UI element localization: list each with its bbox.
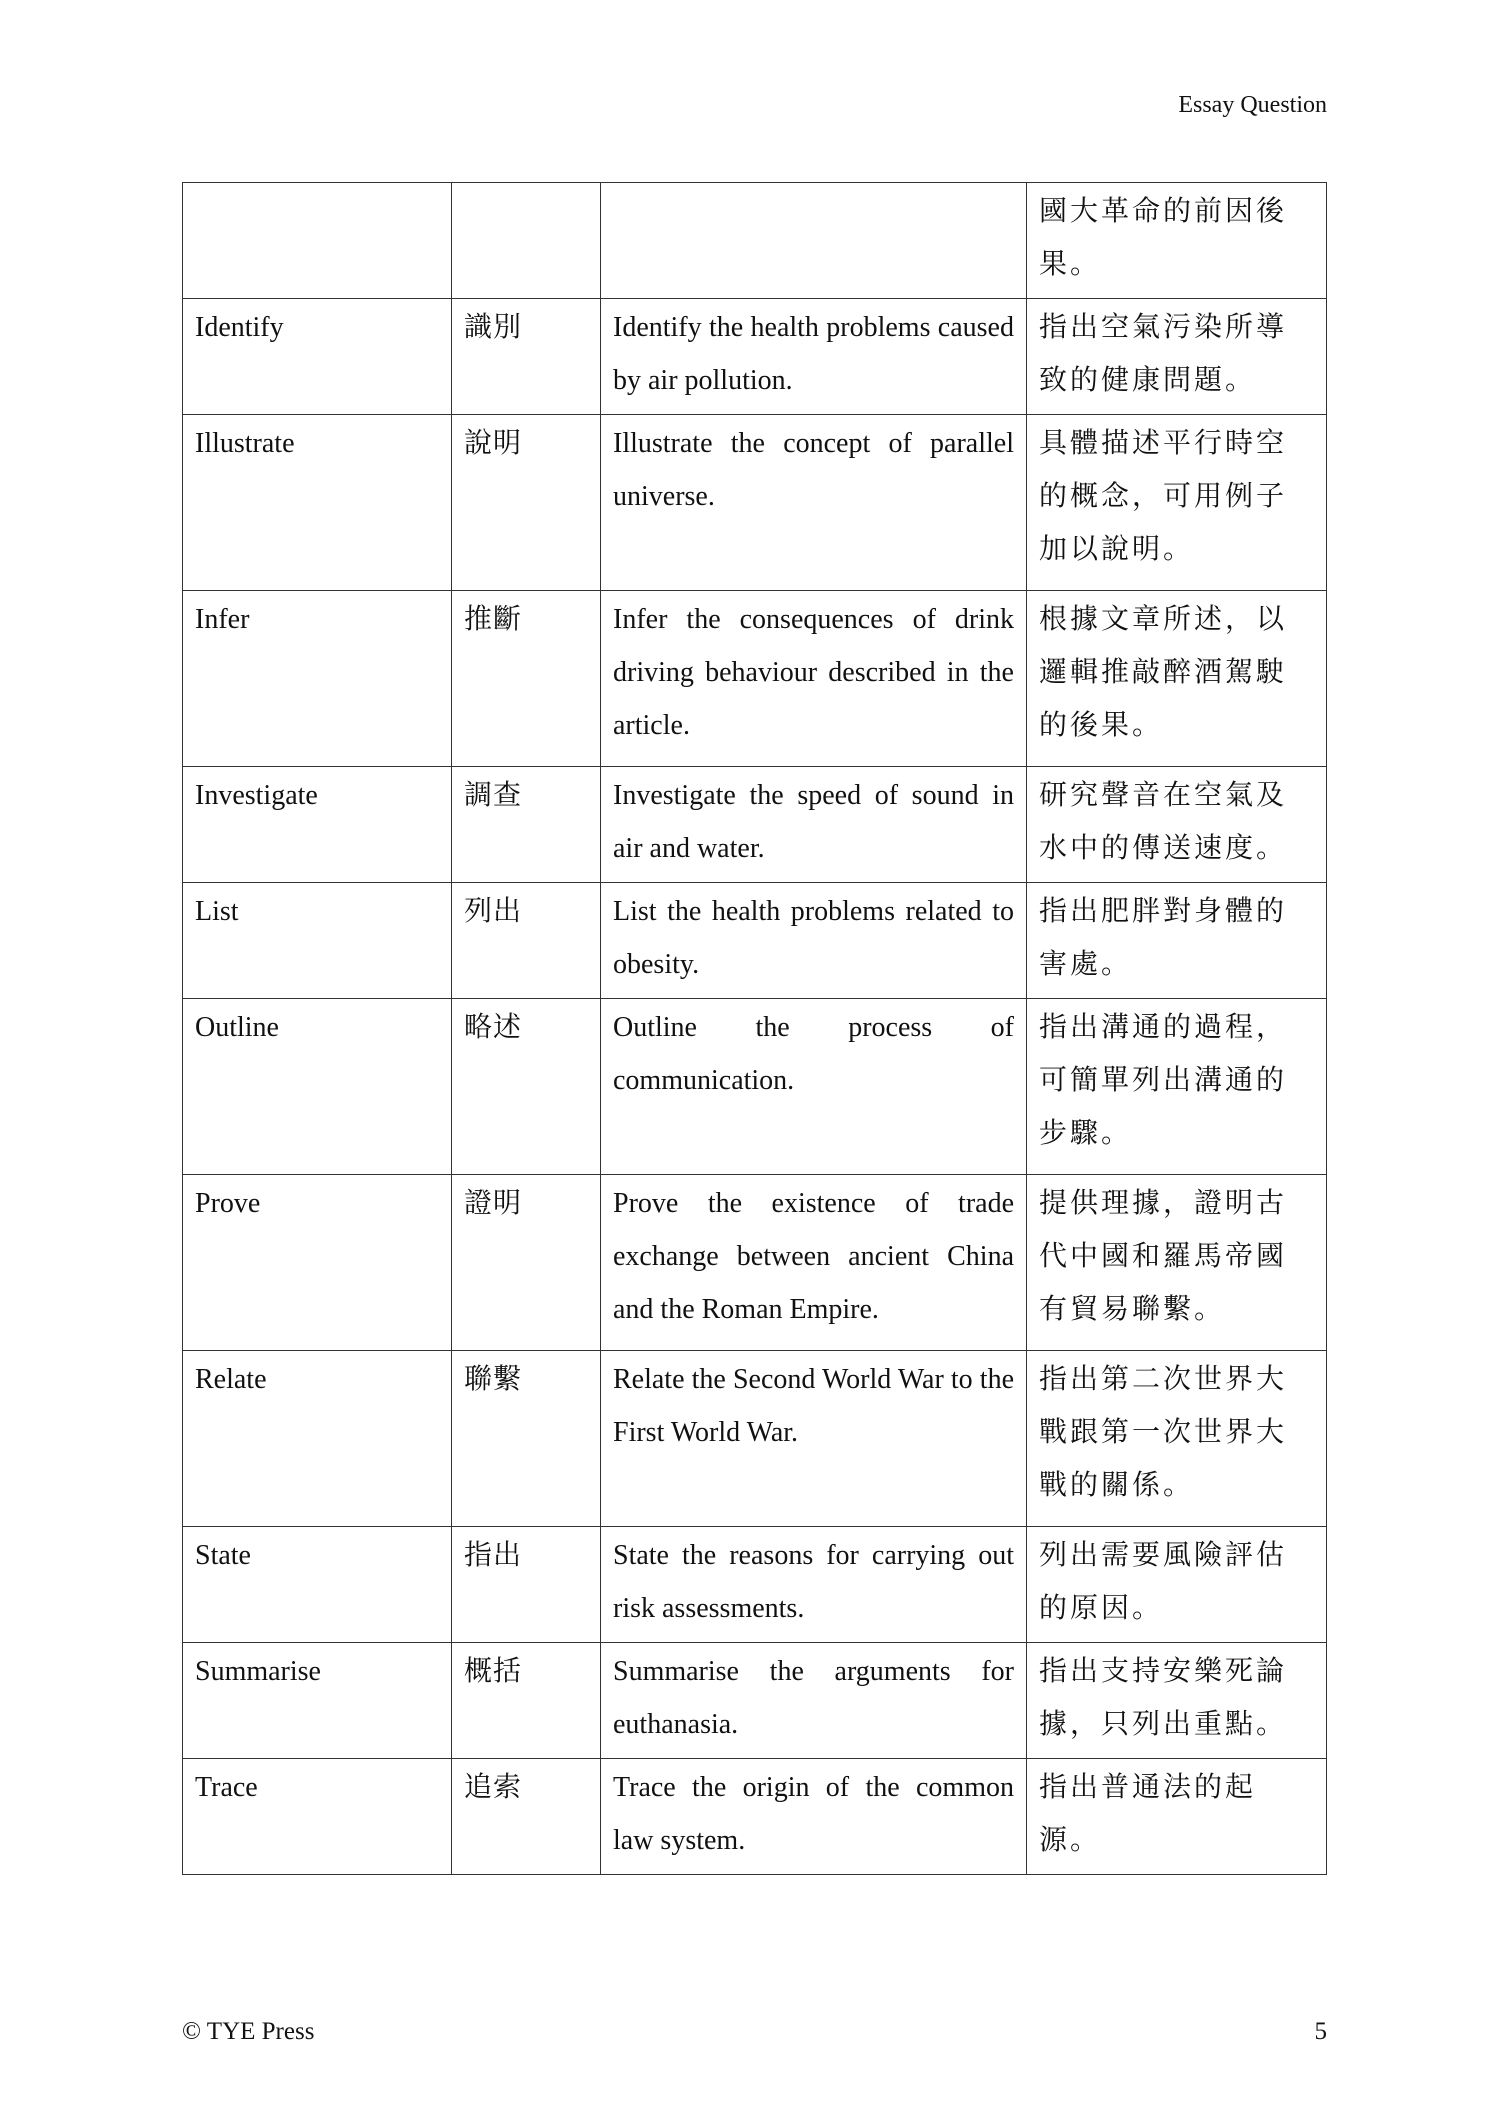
chinese-explanation-cell: 根據文章所述，以邏輯推敲醉酒駕駛的後果。 [1027,591,1327,767]
table-row [183,1175,1327,1351]
chinese-explanation-cell: 指出溝通的過程，可簡單列出溝通的步驟。 [1027,999,1327,1175]
term-cell: State [183,1527,452,1643]
term-cell: Outline [183,999,452,1175]
chinese-term-cell: 識別 [452,299,601,415]
table-row [183,1643,1327,1759]
example-cell [601,183,1027,299]
example-cell: Identify the health problems caused by air pollution. [601,299,1027,415]
chinese-term-cell: 推斷 [452,591,601,767]
chinese-term-cell: 略述 [452,999,601,1175]
chinese-term-cell: 證明 [452,1175,601,1351]
table-row [183,999,1327,1175]
chinese-explanation-cell: 指出普通法的起源。 [1027,1759,1327,1875]
table-row-continued [183,183,1327,299]
term-cell [183,183,452,299]
example-cell: Outline the process of communication. [601,999,1027,1175]
chinese-explanation-cell: 指出第二次世界大戰跟第一次世界大戰的關係。 [1027,1351,1327,1527]
table-row [183,883,1327,999]
example-cell: Trace the origin of the common law system. [601,1759,1027,1875]
chinese-term-cell: 聯繫 [452,1351,601,1527]
chinese-term-cell [452,183,601,299]
term-cell: Relate [183,1351,452,1527]
term-cell: Trace [183,1759,452,1875]
chinese-term-cell: 列出 [452,883,601,999]
table-row [183,1527,1327,1643]
example-cell: Infer the consequences of drink driving behaviour described in the article. [601,591,1027,767]
page-number: 5 [1314,2018,1327,2045]
copyright-notice: © TYE Press [182,2018,315,2045]
term-cell: Summarise [183,1643,452,1759]
chinese-explanation-cell: 指出肥胖對身體的害處。 [1027,883,1327,999]
term-cell: Illustrate [183,415,452,591]
table-row [183,1759,1327,1875]
example-cell: Investigate the speed of sound in air and water. [601,767,1027,883]
command-terms-table [182,182,1327,1875]
chinese-term-cell: 調查 [452,767,601,883]
chinese-explanation-cell: 研究聲音在空氣及水中的傳送速度。 [1027,767,1327,883]
chinese-explanation-cell: 指出空氣污染所導致的健康問題。 [1027,299,1327,415]
running-header: Essay Question [1178,92,1327,118]
chinese-explanation-cell: 具體描述平行時空的概念，可用例子加以說明。 [1027,415,1327,591]
term-cell: Infer [183,591,452,767]
chinese-term-cell: 概括 [452,1643,601,1759]
example-cell: Prove the existence of trade exchange between ancient China and the Roman Empire. [601,1175,1027,1351]
term-cell: Identify [183,299,452,415]
table-row [183,1351,1327,1527]
term-cell: Prove [183,1175,452,1351]
term-cell: List [183,883,452,999]
table-row [183,591,1327,767]
chinese-term-cell: 說明 [452,415,601,591]
term-cell: Investigate [183,767,452,883]
chinese-explanation-cell: 國大革命的前因後果。 [1027,183,1327,299]
example-cell: State the reasons for carrying out risk assessments. [601,1527,1027,1643]
example-cell: List the health problems related to obesity. [601,883,1027,999]
example-cell: Summarise the arguments for euthanasia. [601,1643,1027,1759]
chinese-explanation-cell: 提供理據，證明古代中國和羅馬帝國有貿易聯繫。 [1027,1175,1327,1351]
chinese-term-cell: 追索 [452,1759,601,1875]
table-row [183,299,1327,415]
chinese-explanation-cell: 指出支持安樂死論據，只列出重點。 [1027,1643,1327,1759]
table-row [183,415,1327,591]
table-row [183,767,1327,883]
chinese-term-cell: 指出 [452,1527,601,1643]
chinese-explanation-cell: 列出需要風險評估的原因。 [1027,1527,1327,1643]
example-cell: Illustrate the concept of parallel universe. [601,415,1027,591]
example-cell: Relate the Second World War to the First World War. [601,1351,1027,1527]
